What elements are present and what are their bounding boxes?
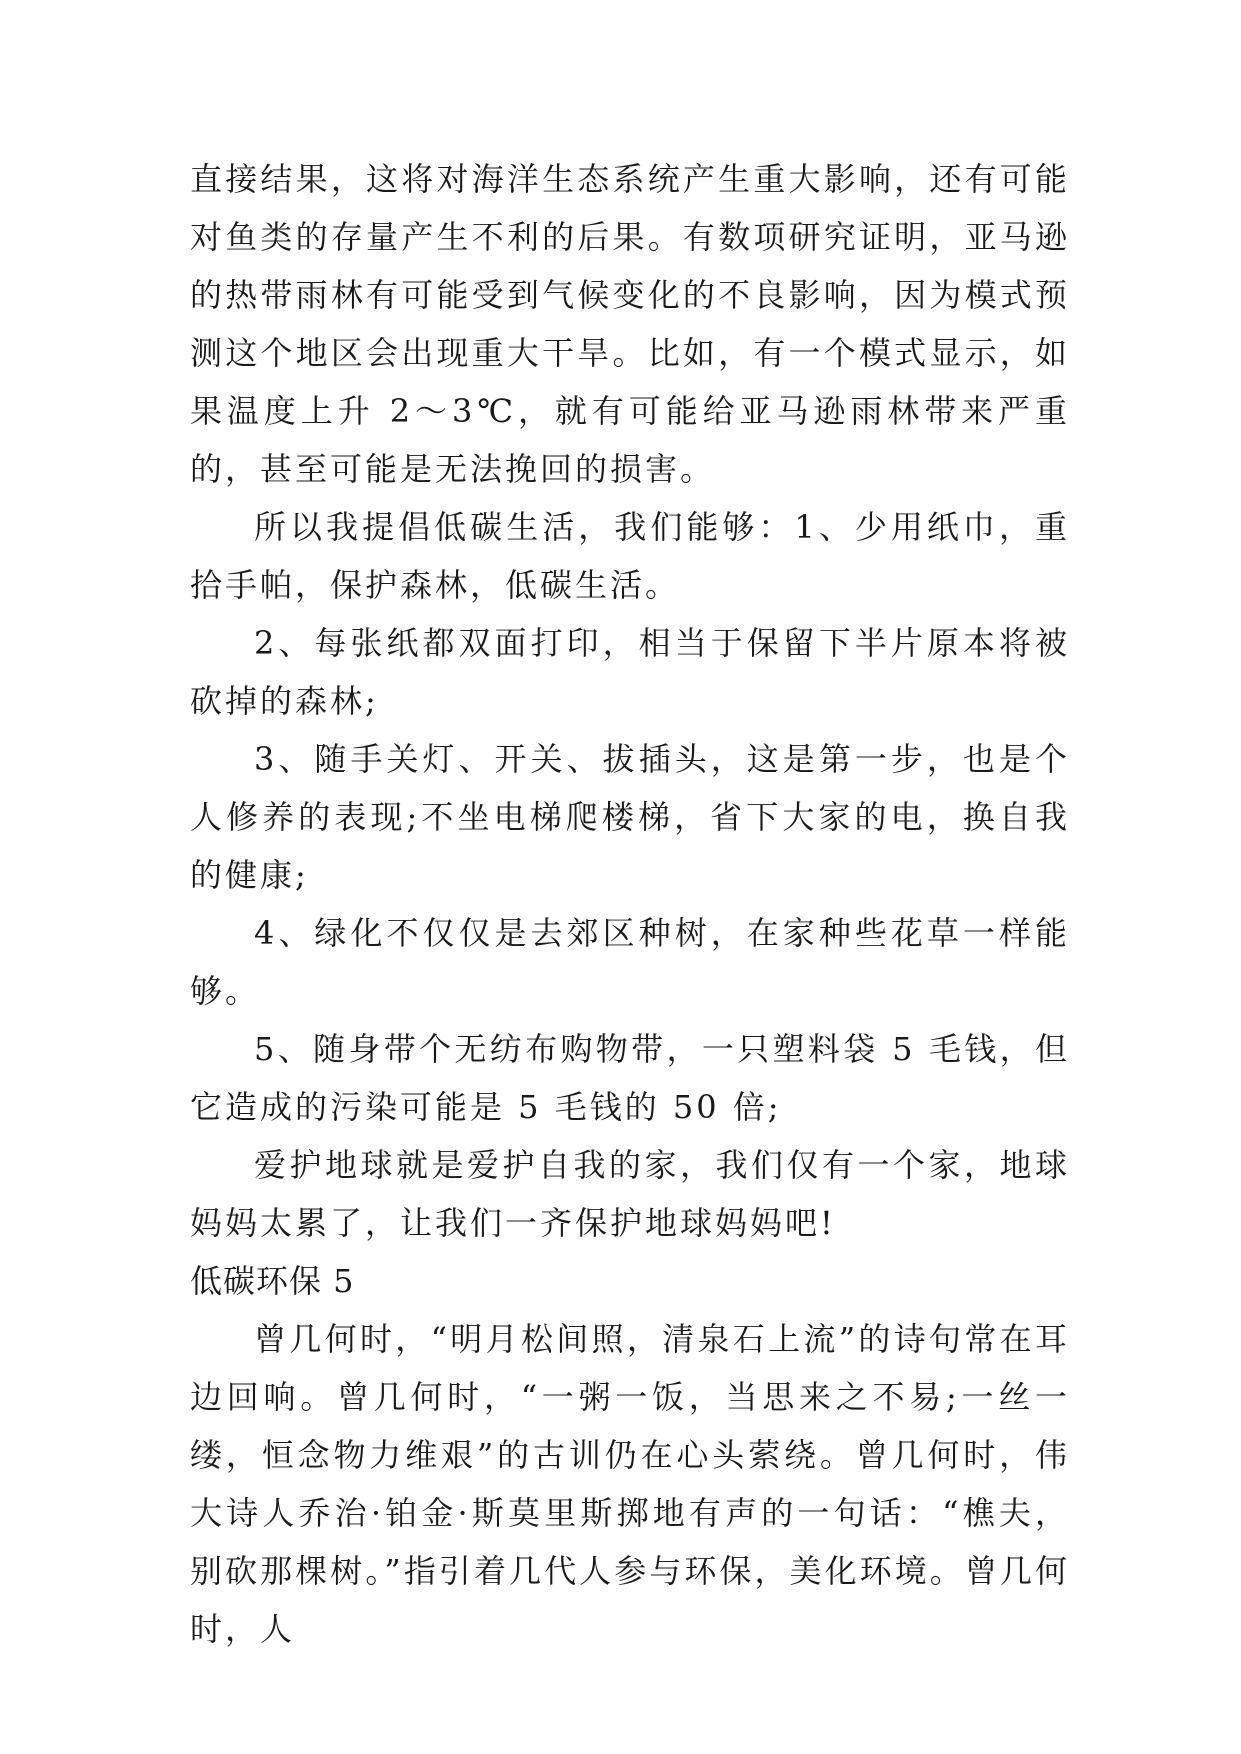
- section-title: 低碳环保 5: [190, 1262, 355, 1300]
- paragraph-item-5: 5、随身带个无纺布购物带，一只塑料袋 5 毛钱，但它造成的污染可能是 5 毛钱的 50 倍;: [190, 1030, 1070, 1126]
- paragraph-conclusion: 爱护地球就是爱护自我的家，我们仅有一个家，地球妈妈太累了，让我们一齐保护地球妈妈吧!: [190, 1146, 1070, 1242]
- paragraph-item-3: 3、随手关灯、开关、拔插头，这是第一步，也是个人修养的表现;不坐电梯爬楼梯，省下大家的电，换自我的健康;: [190, 740, 1070, 894]
- document-page: [190, 150, 1070, 1658]
- paragraph-item-4: 4、绿化不仅仅是去郊区种树，在家种些花草一样能够。: [190, 914, 1070, 1010]
- paragraph-section-intro: 曾几何时，“明月松间照，清泉石上流”的诗句常在耳边回响。曾几何时，“一粥一饭，当思来之不易;一丝一缕，恒念物力维艰”的古训仍在心头萦绕。曾几何时，伟大诗人乔治·铂金·斯莫里斯掷地有声的一句话：“樵夫，别砍那棵树。”指引着几代人参与环保，美化环境。曾几何时，人: [190, 1320, 1070, 1648]
- paragraph-advocacy: 所以我提倡低碳生活，我们能够：1、少用纸巾，重拾手帕，保护森林，低碳生活。: [190, 508, 1070, 604]
- paragraph-item-2: 2、每张纸都双面打印，相当于保留下半片原本将被砍掉的森林;: [190, 624, 1070, 720]
- paragraph-continuation: 直接结果，这将对海洋生态系统产生重大影响，还有可能对鱼类的存量产生不利的后果。有数项研究证明，亚马逊的热带雨林有可能受到气候变化的不良影响，因为模式预测这个地区会出现重大干旱。比如，有一个模式显示，如果温度上升 2～3℃，就有可能给亚马逊雨林带来严重的，甚至可能是无法挽回的损害。: [190, 160, 1070, 488]
